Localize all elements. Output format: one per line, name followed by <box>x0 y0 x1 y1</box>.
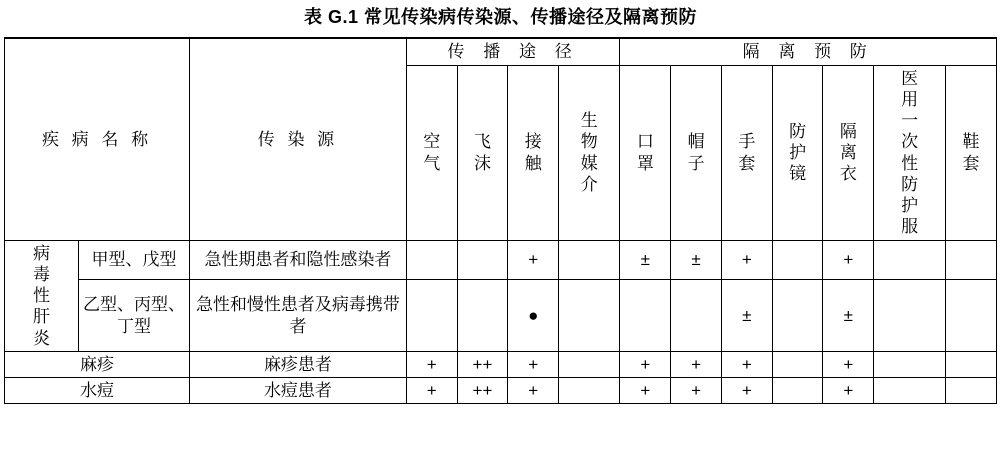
header-col-goggles-label: 防护镜 <box>789 121 807 184</box>
cell-air <box>406 280 457 352</box>
source-text: 急性和慢性患者及病毒携带者 <box>190 280 407 352</box>
header-col-cap <box>671 65 722 240</box>
cell-gloves: + <box>721 351 772 377</box>
header-col-mask-label: 口罩 <box>636 132 654 173</box>
table-caption: 表 G.1 常见传染病传染源、传播途径及隔离预防 <box>303 7 697 27</box>
header-col-vector-label: 生物媒介 <box>580 111 598 194</box>
cell-vector <box>559 280 620 352</box>
cell-shoe-cover <box>946 378 997 404</box>
header-col-cap-label: 帽子 <box>687 132 705 173</box>
disease-group-label: 病毒性肝炎 <box>33 243 50 348</box>
source-text: 水痘患者 <box>190 378 407 404</box>
disease-name-measles: 麻疹 <box>5 351 190 377</box>
cell-mask: + <box>620 378 671 404</box>
table-row <box>5 280 997 352</box>
header-col-shoe-cover-label: 鞋套 <box>962 132 980 173</box>
header-col-protective-suit <box>874 65 946 240</box>
header-col-air-label: 空气 <box>423 132 441 173</box>
cell-gown: + <box>823 351 874 377</box>
header-col-contact-label: 接触 <box>524 132 542 173</box>
header-col-shoe-cover <box>946 65 997 240</box>
header-col-goggles <box>772 65 823 240</box>
cell-cap: ± <box>671 240 722 280</box>
table-row <box>5 240 997 280</box>
cell-protective-suit <box>874 240 946 280</box>
table-row <box>5 351 997 377</box>
source-text: 急性期患者和隐性感染者 <box>190 240 407 280</box>
cell-protective-suit <box>874 351 946 377</box>
cell-shoe-cover <box>946 280 997 352</box>
cell-air: + <box>406 351 457 377</box>
cell-gown: ± <box>823 280 874 352</box>
cell-gloves: + <box>721 240 772 280</box>
cell-goggles <box>772 351 823 377</box>
cell-vector <box>559 240 620 280</box>
source-text: 麻疹患者 <box>190 351 407 377</box>
header-source: 传 染 源 <box>190 38 407 240</box>
cell-droplet: ++ <box>457 378 508 404</box>
cell-mask <box>620 280 671 352</box>
cell-shoe-cover <box>946 351 997 377</box>
cell-contact: + <box>508 240 559 280</box>
header-col-gloves <box>721 65 772 240</box>
disease-group-hepatitis <box>5 240 79 351</box>
cell-gown: + <box>823 240 874 280</box>
header-col-mask <box>620 65 671 240</box>
header-isolation-group: 隔 离 预 防 <box>620 38 997 65</box>
header-col-gloves-label: 手套 <box>738 132 756 173</box>
cell-droplet <box>457 280 508 352</box>
header-col-contact <box>508 65 559 240</box>
cell-gloves: ± <box>721 280 772 352</box>
header-col-gown-label: 隔离衣 <box>839 121 857 184</box>
disease-subtype: 甲型、戊型 <box>79 240 190 280</box>
disease-subtype: 乙型、丙型、丁型 <box>79 280 190 352</box>
cell-cap: + <box>671 351 722 377</box>
cell-gloves: + <box>721 378 772 404</box>
infectious-disease-table <box>4 37 997 404</box>
cell-vector <box>559 351 620 377</box>
cell-droplet <box>457 240 508 280</box>
cell-vector <box>559 378 620 404</box>
header-col-protective-suit-label: 医用一次性防护服 <box>901 68 919 237</box>
cell-protective-suit <box>874 280 946 352</box>
cell-cap: + <box>671 378 722 404</box>
header-row-groups <box>5 38 997 65</box>
cell-gown: + <box>823 378 874 404</box>
header-transmission-group: 传 播 途 径 <box>406 38 620 65</box>
cell-cap <box>671 280 722 352</box>
cell-droplet: ++ <box>457 351 508 377</box>
cell-contact: + <box>508 378 559 404</box>
cell-mask: ± <box>620 240 671 280</box>
disease-name-varicella: 水痘 <box>5 378 190 404</box>
header-col-vector <box>559 65 620 240</box>
cell-air: + <box>406 378 457 404</box>
cell-shoe-cover <box>946 240 997 280</box>
cell-goggles <box>772 240 823 280</box>
cell-protective-suit <box>874 378 946 404</box>
header-col-gown <box>823 65 874 240</box>
cell-goggles <box>772 280 823 352</box>
header-disease-name: 疾 病 名 称 <box>5 38 190 240</box>
cell-contact: + <box>508 351 559 377</box>
table-row <box>5 378 997 404</box>
cell-goggles <box>772 378 823 404</box>
header-col-droplet <box>457 65 508 240</box>
cell-contact: ● <box>508 280 559 352</box>
header-col-droplet-label: 飞沫 <box>473 132 491 173</box>
cell-mask: + <box>620 351 671 377</box>
cell-air <box>406 240 457 280</box>
header-col-air <box>406 65 457 240</box>
